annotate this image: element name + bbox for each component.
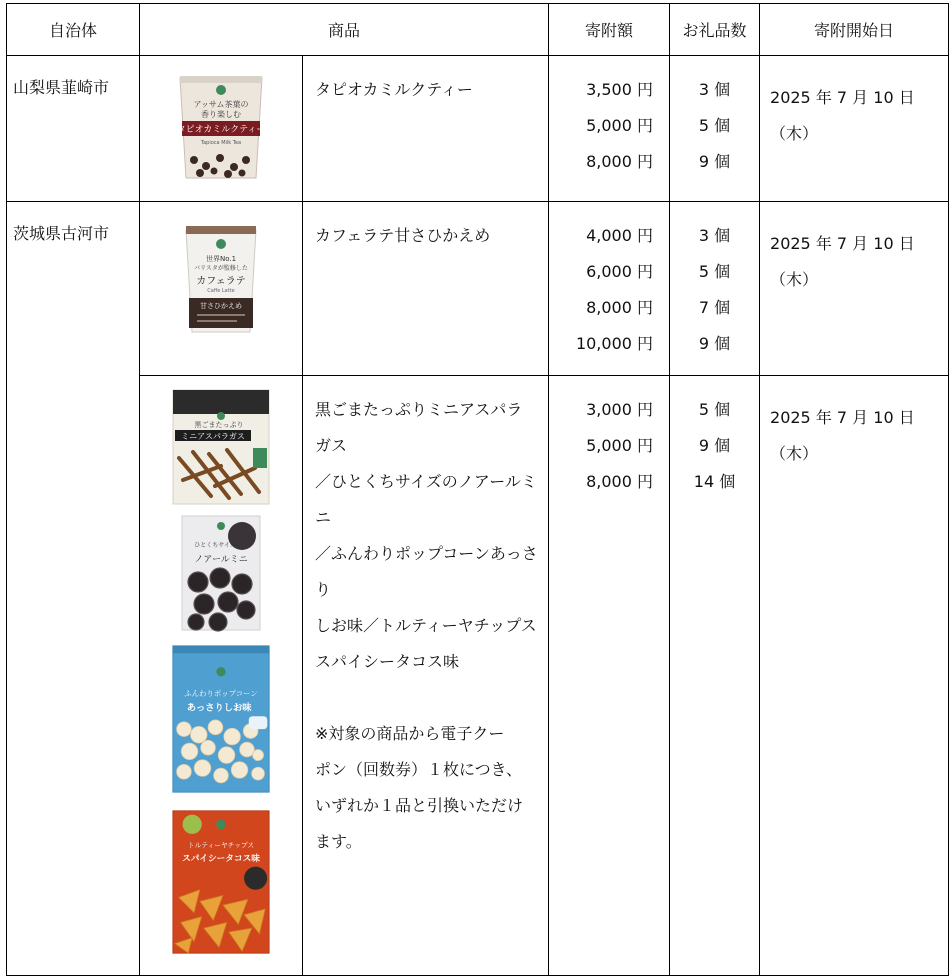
count: 3 個 (698, 226, 731, 245)
product-name-line: スパイシータコス味 (315, 652, 460, 671)
package-line2: 香り楽しむ (201, 110, 241, 119)
start-date-cell (760, 376, 949, 976)
header-product: 商品 (140, 4, 549, 56)
note-line: ※対象の商品から電子クー (315, 724, 505, 743)
amount: 4,000 円 (586, 226, 654, 245)
amount: 3,500 円 (586, 80, 654, 99)
mini-asparagus-bag-image (171, 388, 271, 506)
municipality-cell: 茨城県古河市 (7, 202, 140, 976)
package-band: 甘さひかえめ (200, 302, 242, 310)
gift-count-cell (670, 56, 760, 202)
product-name-cell: タピオカミルクティー (303, 56, 549, 202)
note-line: いずれか１品と引換いただけ (315, 796, 524, 815)
package-title: カフェラテ (196, 276, 246, 287)
donation-amount-cell (549, 202, 670, 376)
package-line1: アッサム茶葉の (193, 100, 249, 109)
tapioca-tea-cup-image (176, 74, 266, 182)
product-name-line: ／ふんわりポップコーンあっさり (315, 544, 538, 599)
package-line1: 世界No.1 (205, 255, 237, 263)
coupon-note (315, 716, 538, 860)
product-image-cell (140, 202, 303, 376)
count: 5 個 (698, 262, 731, 281)
package-title: ミニアスパラガス (181, 432, 245, 441)
package-title: あっさりしお味 (186, 702, 252, 714)
product-image-cell (140, 376, 303, 976)
package-title: タピオカミルクティー (176, 125, 266, 135)
package-line2: バリスタが監修した (194, 265, 248, 272)
amount: 5,000 円 (586, 116, 654, 135)
amount: 8,000 円 (586, 298, 654, 317)
gift-count-cell (670, 202, 760, 376)
package-subtitle: Caffe Latte (207, 288, 235, 294)
count: 9 個 (698, 334, 731, 353)
start-date-cell (760, 56, 949, 202)
cafe-latte-cup-image (176, 224, 266, 336)
note-line: ます。 (315, 832, 362, 851)
package-title: スパイシータコス味 (182, 853, 260, 864)
amount: 6,000 円 (586, 262, 654, 281)
date-weekday: （木） (770, 124, 819, 143)
header-municipality: 自治体 (7, 4, 140, 56)
header-gift-count: お礼品数 (670, 4, 760, 56)
product-name-cell (303, 376, 549, 976)
donation-amount-cell (549, 376, 670, 976)
gift-count-cell (670, 376, 760, 976)
note-line: ポン（回数券）１枚につき、 (315, 760, 523, 779)
count: 14 個 (693, 472, 736, 491)
date-line: 2025 年 7 月 10 日 (770, 88, 915, 107)
gift-table (6, 3, 949, 976)
count: 3 個 (698, 80, 731, 99)
date-weekday: （木） (770, 270, 819, 289)
count: 5 個 (698, 400, 731, 419)
count: 9 個 (698, 152, 731, 171)
table-row (7, 202, 949, 376)
table-row (7, 376, 949, 976)
header-start-date: 寄附開始日 (760, 4, 949, 56)
package-line1: トルティーヤチップス (187, 841, 255, 850)
header-donation: 寄附額 (549, 4, 670, 56)
product-name-line: ／ひとくちサイズのノアールミニ (315, 472, 537, 527)
donation-amount-cell (549, 56, 670, 202)
product-name-cell: カフェラテ甘さひかえめ (303, 202, 549, 376)
amount: 8,000 円 (586, 472, 654, 491)
start-date-cell (760, 202, 949, 376)
package-subtitle: Tapioca Milk Tea (200, 140, 242, 146)
count: 9 個 (698, 436, 731, 455)
date-line: 2025 年 7 月 10 日 (770, 234, 915, 253)
product-name-line: しお味／トルティーヤチップス (315, 616, 537, 635)
package-line1: ふんわりポップコーン (184, 688, 258, 698)
amount: 10,000 円 (575, 334, 654, 353)
municipality-cell: 山梨県韮崎市 (7, 56, 140, 202)
package-title: ノアールミニ (194, 555, 248, 565)
date-weekday: （木） (770, 444, 819, 463)
amount: 8,000 円 (586, 152, 654, 171)
table-row (7, 56, 949, 202)
date-line: 2025 年 7 月 10 日 (770, 408, 915, 427)
header-row (7, 4, 949, 56)
noir-mini-bag-image (171, 514, 271, 632)
popcorn-bag-image (171, 638, 271, 800)
tortilla-chips-bag-image (171, 806, 271, 958)
package-line1: 黒ごまたっぷり (194, 421, 244, 429)
count: 5 個 (698, 116, 731, 135)
amount: 5,000 円 (586, 436, 654, 455)
package-line1: ひとくちサイズの (194, 542, 242, 549)
product-name-line: 黒ごまたっぷりミニアスパラガス (315, 400, 523, 455)
amount: 3,000 円 (586, 400, 654, 419)
count: 7 個 (698, 298, 731, 317)
product-image-cell (140, 56, 303, 202)
